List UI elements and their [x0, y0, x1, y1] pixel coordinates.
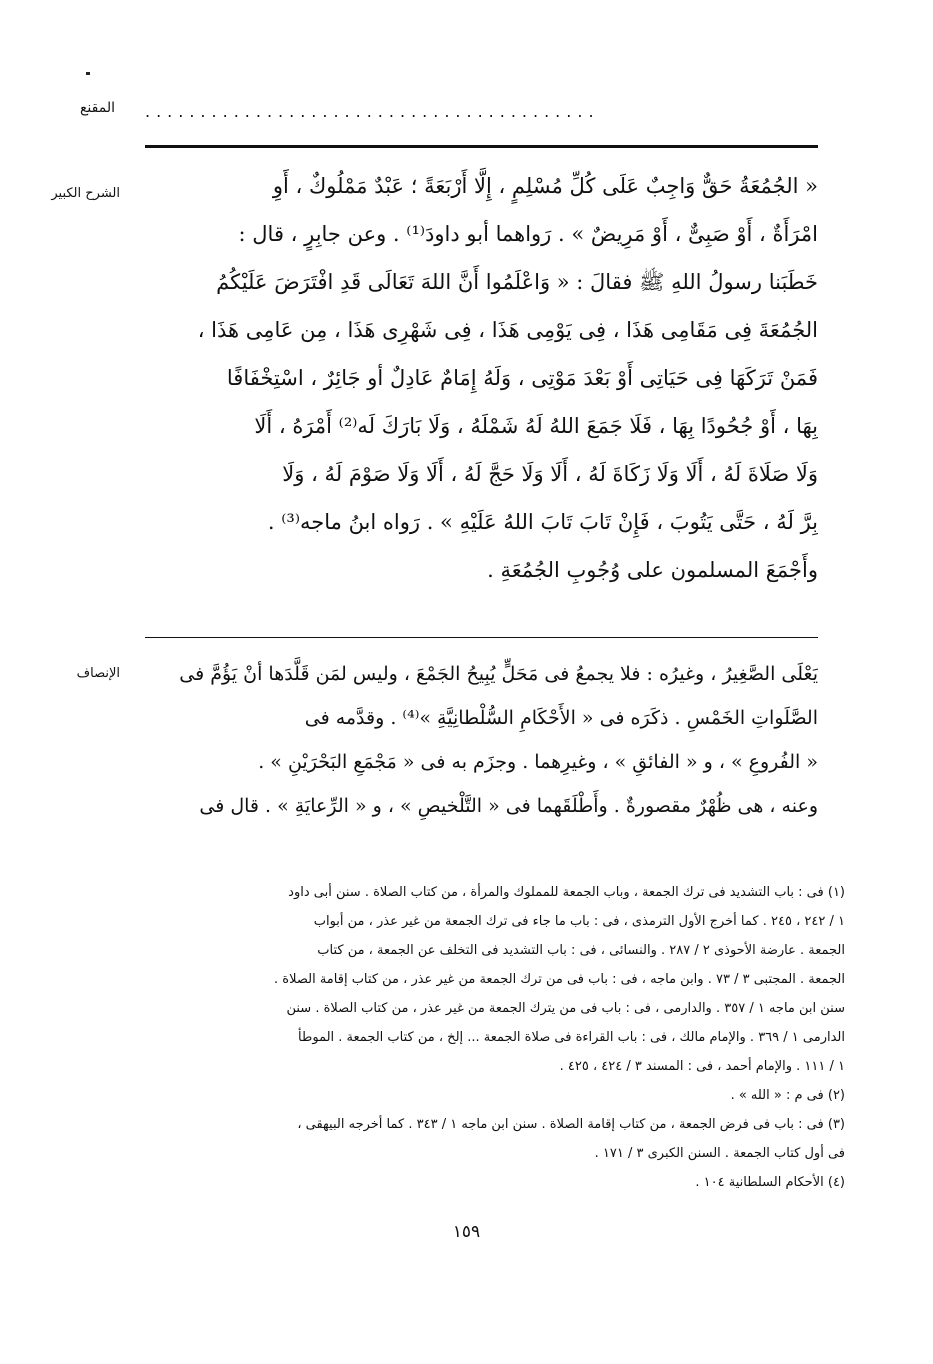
- text-line: خَطَبَنا رسولُ اللهِ ﷺ فقالَ : « وَاعْلَمُوا أَنَّ اللهَ تَعَالَى قَدِ افْتَرَضَ عَلَيْكُمُ: [216, 270, 818, 294]
- footnote-line: ١ / ٢٤٢ ، ٢٤٥ . كما أخرج الأول الترمذى ، فى : باب ما جاء فى ترك الجمعة من غير عذر ، من أبواب: [313, 914, 845, 929]
- page-number: ١٥٩: [452, 1222, 481, 1242]
- footnote-line: (٢) فى م : « الله » .: [730, 1088, 845, 1103]
- stray-ink-mark: [86, 72, 90, 75]
- side-label-insaf: الإنصاف: [76, 666, 120, 681]
- footnote-line: الدارمى ١ / ٣٦٩ . والإمام مالك ، فى : باب القراءة فى صلاة الجمعة ... إلخ ، من كتاب الجمعة . الموطأ: [298, 1030, 845, 1045]
- text-line: وَلَا صَلَاةَ لَهُ ، أَلَا وَلَا زَكَاةَ لَهُ ، أَلَا وَلَا حَجَّ لَهُ ، أَلَا وَلَا صَوْمَ لَهُ ، وَلَا: [282, 462, 818, 486]
- text-line: بِهَا ، أَوْ جُحُودًا بِهَا ، فَلَا جَمَعَ اللهُ لَهُ شَمْلَهُ ، وَلَا بَارَكَ لَه⁽²⁾ أَمْرَهُ ، أَلَا: [254, 414, 818, 438]
- text-line: بِرَّ لَهُ ، حَتَّى يَتُوبَ ، فَإِنْ تَابَ تَابَ اللهُ عَلَيْهِ » . رَواه ابنُ ماجه⁽³⁾ .: [267, 510, 818, 534]
- insaf-text-block: [145, 652, 818, 828]
- text-line: « الفُروعِ » ، و « الفائقِ » ، وغيرِهما . وجزَم به فى « مَجْمَعِ البَحْرَيْنِ » .: [258, 751, 818, 773]
- section-divider: [145, 637, 818, 638]
- footnote-line: (١) فى : باب التشديد فى ترك الجمعة ، وباب الجمعة للمملوك والمرأة ، من كتاب الصلاة . سنن أبى داود: [288, 885, 845, 900]
- footnote-line: الجمعة . عارضة الأحوذى ٢ / ٢٨٧ . والنسائى ، فى : باب التشديد فى التخلف عن الجمعة ، من كتاب: [317, 943, 845, 958]
- text-line: يَعْلَى الصَّغِيرُ ، وغيرُه : فلا يجمعُ فى مَحَلٍّ يُبِيحُ الجَمْعَ ، وليس لمَن قَلَّدَها أنْ يَؤُمَّ فى: [179, 663, 818, 685]
- footnote-line: فى أول كتاب الجمعة . السنن الكبرى ٣ / ١٧١ .: [594, 1146, 845, 1161]
- footnote-line: (٤) الأحكام السلطانية ١٠٤ .: [695, 1175, 845, 1190]
- running-header-dots: .........................................: [145, 102, 600, 120]
- text-line: وعنه ، هى ظُهْرٌ مقصورةٌ . وأَطْلَقَهما فى « التَّلْخيصِ » ، و « الرِّعايَةِ » . قال فى: [199, 795, 818, 817]
- header-rule: [145, 145, 818, 148]
- side-label-sharh: الشرح الكبير: [51, 186, 120, 201]
- text-line: الجُمُعَةَ فِى مَقَامِى هَذَا ، فِى يَوْمِى هَذَا ، فِى شَهْرِى هَذَا ، مِن عَامِى هَذَا ،: [197, 318, 818, 342]
- text-line: فَمَنْ تَرَكَهَا فِى حَيَاتِى أَوْ بَعْدَ مَوْتِى ، وَلَهُ إِمَامٌ عَادِلٌ أو جَائِرٌ ، اسْتِخْفَافًا: [226, 366, 818, 390]
- footnote-line: سنن ابن ماجه ١ / ٣٥٧ . والدارمى ، فى : باب فى من يترك الجمعة من غير عذر ، من كتاب الصلاة . سنن: [286, 1001, 845, 1016]
- text-line: وأَجْمَعَ المسلمون على وُجُوبِ الجُمُعَةِ .: [487, 558, 818, 582]
- footnote-line: (٣) فى : باب فى فرض الجمعة ، من كتاب إقامة الصلاة . سنن ابن ماجه ١ / ٣٤٣ . كما أخرجه البيهقى ،: [297, 1117, 845, 1132]
- running-header-title: المقنع: [79, 100, 115, 116]
- text-line: « الجُمُعَةُ حَقٌّ وَاجِبٌ عَلَى كُلِّ مُسْلِمٍ ، إِلَّا أَرْبَعَةً ؛ عَبْدٌ مَمْلُوكٌ ، أَوِ: [272, 174, 818, 198]
- footnote-line: ١ / ١١١ . والإمام أحمد ، فى : المسند ٣ / ٤٢٤ ، ٤٢٥ .: [559, 1059, 845, 1074]
- footnote-line: الجمعة . المجتبى ٣ / ٧٣ . وابن ماجه ، فى : باب فى من ترك الجمعة من غير عذر ، من كتاب إقامة الصلاة .: [274, 972, 845, 987]
- text-line: الصَّلَواتِ الخَمْسِ . ذكَرَه فى « الأَحْكَامِ السُّلْطانِيَّةِ »⁽⁴⁾ . وقدَّمه فى: [304, 707, 818, 729]
- footnotes: [140, 878, 845, 1197]
- sharh-text-block: [145, 162, 818, 594]
- text-line: امْرَأَةٌ ، أَوْ صَبِىٌّ ، أَوْ مَرِيضٌ » . رَواهما أبو داودَ⁽¹⁾ . وعن جابِرٍ ، قال :: [238, 222, 818, 246]
